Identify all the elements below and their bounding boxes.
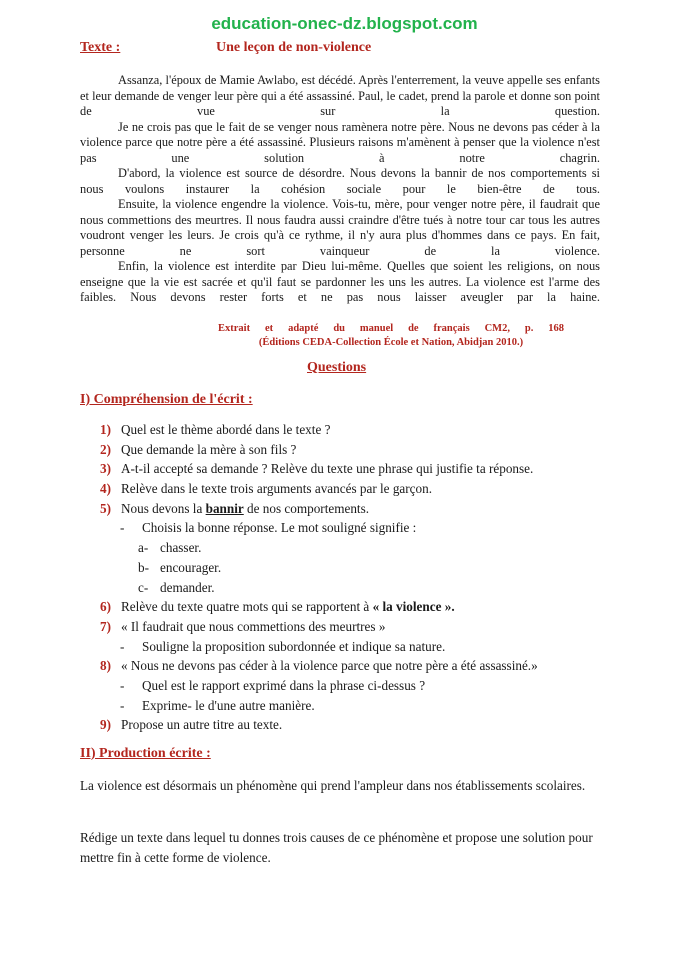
bullet-dash: - — [120, 520, 125, 536]
question-8-instruction-2 — [100, 696, 600, 716]
passage-paragraph: Ensuite, la violence engendre la violence. Vois-tu, mère, pour venger notre père, il faudrait que nous commettions des meurtres. Il nous faudra aussi craindre d'être tués à notre tour car tous les autres voudront venger les leurs. Je crois qu'à ce rythme, il n'y aura plus d'hommes dans ce pays. En fait, personne ne sort vainqueur de la violence. — [80, 197, 600, 258]
question-1 — [100, 420, 600, 440]
option-text: encourager. — [160, 559, 222, 575]
text-label: Texte : — [80, 40, 121, 55]
question-text: Que demande la mère à son fils ? — [121, 441, 297, 457]
question-5-instruction — [100, 518, 600, 538]
option-c — [100, 578, 600, 598]
text-header — [80, 40, 600, 56]
question-3 — [100, 459, 600, 479]
question-7-instruction — [100, 637, 600, 657]
instruction-text: Quel est le rapport exprimé dans la phrase ci-dessus ? — [142, 677, 426, 693]
option-text: chasser. — [160, 540, 202, 556]
question-number: 2) — [100, 441, 111, 457]
bullet-dash: - — [120, 638, 125, 654]
question-4 — [100, 479, 600, 499]
instruction-text: Souligne la proposition subordonnée et indique sa nature. — [142, 638, 446, 654]
bold-phrase: « la violence ». — [372, 599, 455, 615]
question-9 — [100, 715, 600, 735]
question-list — [100, 420, 600, 735]
question-5 — [100, 499, 600, 519]
instruction-text: Exprime- le d'une autre manière. — [142, 697, 315, 713]
passage-paragraph: Assanza, l'époux de Mamie Awlabo, est décédé. Après l'enterrement, la veuve appelle ses enfants et leur demande de venger leur père qui a été assassiné. Paul, le cadet, prend la parole et donne son point de vue sur la question. — [80, 73, 600, 118]
question-8 — [100, 656, 600, 676]
question-text: A-t-il accepté sa demande ? Relève du texte une phrase qui justifie ta réponse. — [121, 461, 534, 477]
question-number: 4) — [100, 481, 111, 497]
bullet-dash: - — [120, 677, 125, 693]
reading-passage — [80, 73, 600, 306]
source-line-1: Extrait et adapté du manuel de français CM2, p. 168 — [218, 323, 564, 334]
question-8-instruction-1 — [100, 676, 600, 696]
option-text: demander. — [160, 579, 215, 595]
option-b — [100, 558, 600, 578]
question-text: « Nous ne devons pas céder à la violence parce que notre père a été assassiné.» — [121, 658, 538, 674]
question-text: Quel est le thème abordé dans le texte ? — [121, 422, 331, 437]
text-title: Une leçon de non-violence — [216, 40, 372, 55]
production-instruction: Rédige un texte dans lequel tu donnes trois causes de ce phénomène et propose une solution pour mettre fin à cette forme de violence. — [80, 830, 593, 865]
question-number: 7) — [100, 618, 111, 634]
question-number: 9) — [100, 717, 111, 733]
question-text: Nous devons la — [121, 500, 206, 516]
source-citation — [218, 322, 564, 350]
production-context: La violence est désormais un phénomène qui prend l'ampleur dans nos établissements scolaires. — [80, 778, 586, 793]
question-2 — [100, 440, 600, 460]
question-number: 3) — [100, 461, 111, 477]
question-number: 8) — [100, 658, 111, 674]
question-number: 6) — [100, 599, 111, 615]
passage-paragraph: Enfin, la violence est interdite par Dieu lui-même. Quelles que soient les religions, on nous enseigne que la vie est sacrée et qu'il faut se pardonner les uns les autres. La violence est l'arme des faibles. Nous devons rester forts et ne pas nous laisser aveugler par la haine. — [80, 259, 600, 304]
watermark-url: education-onec-dz.blogspot.com — [211, 14, 478, 33]
question-6 — [100, 597, 600, 617]
passage-paragraph: Je ne crois pas que le fait de se venger nous ramènera notre père. Nous ne devons pas céder à la violence parce que notre père a été assassiné. Plusieurs raisons m'amènent à penser que la violence n'est pas une solution à notre chagrin. — [80, 119, 600, 165]
source-line-2: (Éditions CEDA-Collection École et Nation, Abidjan 2010.) — [258, 337, 524, 348]
questions-heading: Questions — [307, 360, 367, 375]
section-comprehension-title: I) Compréhension de l'écrit : — [80, 392, 253, 407]
question-text: Relève du texte quatre mots qui se rapportent à — [121, 599, 373, 615]
instruction-text: Choisis la bonne réponse. Le mot souligné signifie : — [142, 520, 417, 536]
question-text: Relève dans le texte trois arguments avancés par le garçon. — [121, 481, 433, 497]
question-number: 1) — [100, 422, 111, 437]
question-text: Propose un autre titre au texte. — [121, 717, 283, 733]
option-letter: a- — [138, 540, 149, 556]
option-letter: b- — [138, 559, 149, 575]
option-letter: c- — [138, 579, 149, 595]
question-text: « Il faudrait que nous commettions des meurtres » — [121, 618, 386, 634]
question-7 — [100, 617, 600, 637]
bullet-dash: - — [120, 697, 125, 713]
section-production-title: II) Production écrite : — [80, 746, 211, 761]
underlined-word: bannir — [205, 500, 244, 516]
option-a — [100, 538, 600, 558]
question-number: 5) — [100, 500, 111, 516]
passage-paragraph: D'abord, la violence est source de désordre. Nous devons la bannir de nos comportements si nous voulons instaurer la cohésion sociale pour le bien-être de tous. — [80, 166, 600, 196]
question-text: de nos comportements. — [243, 500, 370, 516]
